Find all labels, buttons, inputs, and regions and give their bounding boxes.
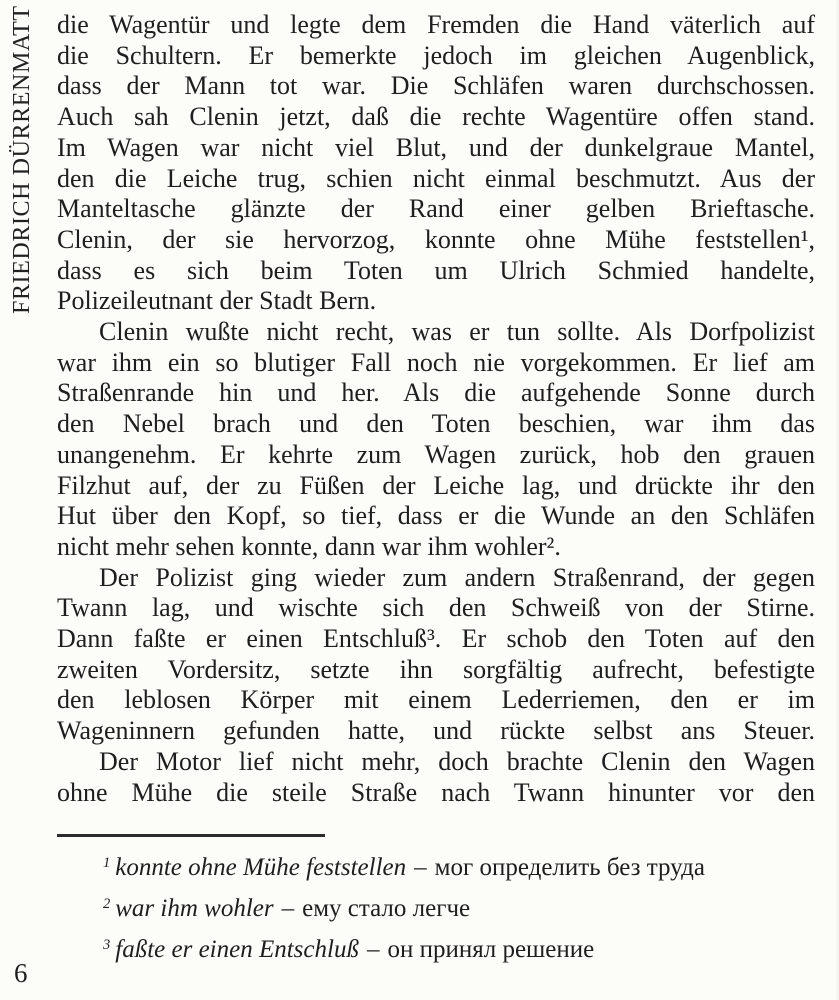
footnote-separator: – bbox=[414, 853, 427, 881]
footnote-phrase-german: konnte ohne Mühe feststellen bbox=[115, 853, 407, 881]
footnote-marker: 1 bbox=[103, 855, 111, 871]
text-line: den leblosen Körper mit einem Lederriemen, den er im bbox=[57, 685, 815, 715]
footnote bbox=[57, 886, 815, 927]
paragraph bbox=[57, 747, 815, 808]
footnote-marker: 3 bbox=[103, 936, 111, 953]
text-line: Filzhut auf, der zu Füßen der Leiche lag, und drückte ihr den bbox=[57, 470, 815, 500]
text-line: Clenin, der sie hervorzog, konnte ohne Mühe feststellen¹, bbox=[57, 224, 815, 254]
footnote bbox=[57, 845, 815, 886]
footnote-marker: 2 bbox=[103, 895, 111, 912]
text-line: Straßenrande hin und her. Als die aufgehende Sonne durch bbox=[57, 378, 815, 408]
footnote-phrase-german: faßte er einen Entschluß bbox=[115, 935, 359, 963]
text-line: nicht mehr sehen konnte, dann war ihm wohler². bbox=[57, 531, 561, 561]
text-line: Twann lag, und wischte sich den Schweiß von der Stirne. bbox=[57, 593, 815, 623]
footnote-translation-russian: мог определить без труда bbox=[434, 853, 705, 881]
text-line: die Wagentür und legte dem Fremden die Hand väterlich auf bbox=[57, 10, 815, 39]
paragraph bbox=[57, 563, 815, 747]
footnote-translation-russian: ему стало легче bbox=[302, 894, 471, 922]
footnote-divider bbox=[57, 834, 325, 837]
paragraph bbox=[57, 317, 815, 563]
paragraph bbox=[57, 10, 815, 317]
footnotes-section bbox=[57, 845, 815, 968]
page-number: 6 bbox=[14, 958, 28, 988]
footnote-separator: – bbox=[281, 894, 295, 922]
text-line: den Nebel brach und den Toten beschien, war ihm das bbox=[57, 409, 815, 439]
text-line: Manteltasche glänzte der Rand einer gelben Brieftasche. bbox=[57, 194, 815, 224]
text-line: Dann faßte er einen Entschluß³. Er schob den Toten auf den bbox=[57, 624, 815, 654]
text-line: Hut über den Kopf, so tief, dass er die Wunde an den Schläfen bbox=[57, 501, 815, 531]
footnote-translation-russian: он принял решение bbox=[387, 935, 595, 963]
text-line: zweiten Vordersitz, setzte ihn sorgfältig aufrecht, befestigte bbox=[57, 654, 815, 684]
footnote-phrase-german: war ihm wohler bbox=[115, 894, 274, 922]
sidebar-author: FRIEDRICH DÜRRENMATT bbox=[9, 5, 35, 314]
text-line: den die Leiche trug, schien nicht einmal beschmutzt. Aus der bbox=[57, 163, 815, 193]
text-line: ohne Mühe die steile Straße nach Twann hinunter vor den bbox=[57, 777, 815, 807]
text-line: Der Motor lief nicht mehr, doch brachte Clenin den Wagen bbox=[99, 746, 815, 776]
text-line: dass es sich beim Toten um Ulrich Schmied handelte, bbox=[57, 255, 815, 285]
text-line: Wageninnern gefunden hatte, und rückte selbst ans Steuer. bbox=[57, 716, 815, 746]
text-line: Auch sah Clenin jetzt, daß die rechte Wagentüre offen stand. bbox=[57, 102, 815, 132]
text-line: Clenin wußte nicht recht, was er tun sollte. Als Dorfpolizist bbox=[99, 317, 815, 347]
footnote bbox=[57, 927, 815, 968]
text-line: die Schultern. Er bemerkte jedoch im gleichen Augenblick, bbox=[57, 40, 815, 70]
main-text bbox=[57, 10, 815, 808]
text-line: unangenehm. Er kehrte zum Wagen zurück, hob den grauen bbox=[57, 439, 815, 469]
text-line: Der Polizist ging wieder zum andern Straßenrand, der gegen bbox=[99, 562, 815, 592]
text-line: Im Wagen war nicht viel Blut, und der dunkelgraue Mantel, bbox=[57, 132, 815, 162]
text-line: Polizeileutnant der Stadt Bern. bbox=[57, 286, 377, 316]
footnote-separator: – bbox=[366, 935, 380, 963]
text-line: dass der Mann tot war. Die Schläfen waren durchschossen. bbox=[57, 71, 815, 101]
text-line: war ihm ein so blutiger Fall noch nie vorgekommen. Er lief am bbox=[57, 347, 815, 377]
